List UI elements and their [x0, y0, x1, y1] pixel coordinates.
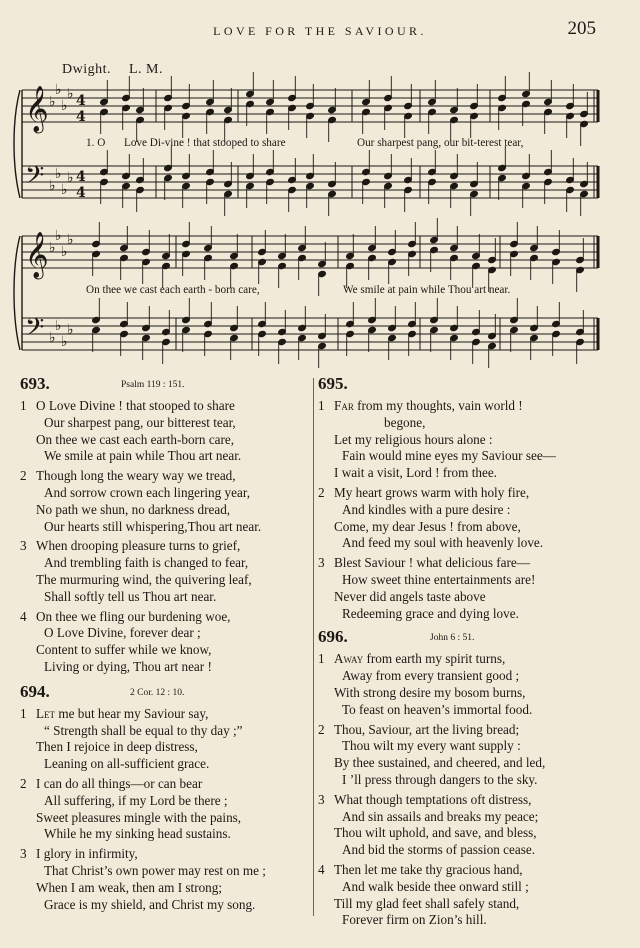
verse-line: [318, 572, 618, 589]
verse-line: [20, 706, 310, 723]
line-text: When I am weak, then am I strong;: [36, 879, 223, 895]
line-text: Forever firm on Zion’s hill.: [342, 912, 487, 928]
verse-line: [20, 723, 310, 740]
verse: [318, 651, 618, 718]
line-text: me but hear my Saviour say,: [55, 705, 209, 721]
lyric-line-2: Our sharpest pang, our bit-terest tear,: [357, 137, 524, 149]
verse-line: [20, 555, 310, 572]
hymn-number: 694.: [20, 681, 50, 701]
line-text: Shall softly tell us Thou art near.: [44, 588, 217, 604]
verse-line: [318, 879, 618, 896]
flat-sign: ♭: [49, 240, 56, 256]
tune-name: Dwight.: [62, 62, 111, 77]
verse-number: 2: [20, 775, 27, 791]
verse-number: 4: [20, 608, 27, 624]
verse-number: 1: [20, 705, 27, 721]
line-text: O Love Divine ! that stooped to share: [36, 398, 235, 413]
verse: [318, 555, 618, 622]
verse-line: [20, 398, 310, 415]
line-text: What though temptations oft distress,: [334, 791, 532, 807]
verse-number: 1: [318, 398, 325, 413]
line-text: Redeeming grace and dying love.: [342, 605, 519, 621]
hymn-number: 695.: [318, 374, 348, 393]
verse-line: [318, 519, 618, 536]
line-text: Grace is my shield, and Christ my song.: [44, 896, 256, 912]
line-text: All suffering, if my Lord be there ;: [44, 792, 228, 808]
flat-sign: ♭: [55, 166, 62, 182]
verse-line: [318, 668, 618, 685]
line-text: And bid the storms of passion cease.: [342, 842, 536, 858]
verse-line: [318, 398, 618, 415]
line-text: Fain would mine eyes my Saviour see—: [342, 448, 556, 464]
verse-line: [318, 792, 618, 809]
line-text: I can do all things—or can bear: [36, 775, 203, 791]
verse-line: [20, 793, 310, 810]
verse-line: [318, 415, 618, 432]
line-text: No path we shun, no darkness dread,: [36, 501, 231, 517]
verse-line: [318, 702, 618, 719]
line-text: My heart grows warm with holy fire,: [334, 484, 530, 500]
flat-sign: ♭: [67, 86, 74, 102]
line-text: I wait a visit, Lord ! from thee.: [334, 465, 497, 481]
line-text: While he my sinking head sustains.: [44, 826, 231, 842]
flat-sign: ♭: [61, 98, 68, 114]
line-text: On thee we fling our burdening woe,: [36, 608, 231, 624]
initial-word: Let: [36, 705, 56, 721]
verse: [20, 398, 310, 465]
flat-sign: ♭: [49, 178, 56, 194]
time-signature-top: 4: [76, 169, 86, 185]
verse-line: [20, 756, 310, 773]
flat-sign: ♭: [55, 82, 62, 98]
line-text: And sorrow crown each lingering year,: [44, 484, 251, 500]
verse-line: [318, 502, 618, 519]
verse-line: [20, 432, 310, 449]
verse: [318, 862, 618, 929]
line-text: Then let me take thy gracious hand,: [334, 861, 523, 877]
verse-line: [318, 448, 618, 465]
flat-sign: ♭: [61, 244, 68, 260]
verse-line: [20, 502, 310, 519]
scripture-reference: Psalm 119 : 151.: [121, 380, 185, 390]
line-text: To feast on heaven’s immortal food.: [342, 701, 533, 717]
line-text: I glory in infirmity,: [36, 846, 138, 862]
line-text: We smile at pain while Thou art near.: [44, 448, 242, 464]
line-text: Content to suffer while we know,: [36, 642, 212, 658]
verse-line: [20, 880, 310, 897]
line-text: By thee sustained, and cheered, and led,: [334, 755, 546, 771]
line-text: On thee we cast each earth-born care,: [36, 431, 235, 447]
verse: [318, 722, 618, 789]
line-text: Away from every transient good ;: [342, 668, 520, 684]
line-text: With strong desire my bosom burns,: [334, 684, 526, 700]
hymn-number: 693.: [20, 374, 50, 393]
flat-sign: ♭: [49, 330, 56, 346]
hymn-696: [318, 627, 618, 929]
verse-number: 3: [20, 538, 27, 554]
verse-line: [20, 572, 310, 589]
verse-line: [318, 465, 618, 482]
verse-line: [318, 685, 618, 702]
line-text: And trembling faith is changed to fear,: [44, 555, 249, 571]
system-brace: [14, 90, 20, 198]
verse-line: [20, 826, 310, 843]
verse-line: [318, 896, 618, 913]
verse-line: [318, 589, 618, 606]
verse-line: [318, 772, 618, 789]
hymn-number: 696.: [318, 627, 348, 647]
line-text: How sweet thine entertainments are!: [342, 571, 536, 587]
verse-line: [318, 485, 618, 502]
time-signature-bottom: 4: [76, 185, 86, 201]
verse-number: 1: [20, 398, 27, 413]
verse-number: 4: [318, 861, 325, 877]
line-text: I ’ll press through dangers to the sky.: [342, 771, 538, 787]
line-text: Our hearts still whispering,Thou art near.: [44, 518, 262, 534]
music-score: [0, 0, 640, 380]
verse-number: 2: [20, 468, 27, 484]
lyric-line-3: On thee we cast each earth - born care,: [86, 284, 260, 296]
left-column: [20, 374, 310, 916]
initial-word: Away: [334, 651, 364, 667]
verse-line: [20, 519, 310, 536]
hymn-heading: [20, 374, 310, 398]
verse-line: [318, 842, 618, 859]
line-text: Come, my dear Jesus ! from above,: [334, 518, 521, 534]
verse: [318, 792, 618, 859]
treble-clef: 𝄞: [25, 86, 49, 132]
verse-line: [318, 755, 618, 772]
flat-sign: ♭: [67, 170, 74, 186]
verse-line: [20, 863, 310, 880]
verse-line: [20, 810, 310, 827]
page-number: 205: [567, 18, 596, 39]
verse-line: [20, 609, 310, 626]
time-signature-bottom: 4: [76, 109, 86, 125]
verse: [20, 776, 310, 843]
verse-number: 2: [318, 721, 325, 737]
verse-line: [318, 606, 618, 623]
verse-line: [318, 809, 618, 826]
verse-line: [20, 448, 310, 465]
line-text: Our sharpest pang, our bitterest tear,: [44, 414, 236, 430]
lyric-line-1: Love Di-vine ! that stooped to share: [124, 137, 286, 149]
verse: [20, 538, 310, 605]
verse: [20, 468, 310, 535]
system-brace: [14, 236, 20, 350]
line-text: And kindles with a pure desire :: [342, 501, 511, 517]
treble-clef: 𝄞: [25, 232, 49, 278]
line-text: Sweet pleasures mingle with the pains,: [36, 809, 242, 825]
verse-line: [318, 555, 618, 572]
flat-sign: ♭: [61, 182, 68, 198]
line-text: from earth my spirit turns,: [363, 651, 506, 667]
verse-line: [318, 912, 618, 929]
line-text: Let my religious hours alone :: [334, 431, 493, 447]
bass-clef: 𝄢: [25, 313, 45, 348]
verse-line: [318, 722, 618, 739]
line-text: “ Strength shall be equal to thy day ;”: [44, 722, 243, 738]
verse-line: [20, 538, 310, 555]
verse-line: [20, 485, 310, 502]
verse-number: 1: [318, 651, 325, 667]
verse-line: [20, 897, 310, 914]
line-text: O Love Divine, forever dear ;: [44, 625, 201, 641]
scripture-reference: 2 Cor. 12 : 10.: [130, 687, 185, 698]
flat-sign: ♭: [67, 232, 74, 248]
lyric-verse-label: 1. O: [86, 137, 106, 149]
verse-line: [318, 432, 618, 449]
line-text: When drooping pleasure turns to grief,: [36, 538, 241, 554]
verse-line: [20, 776, 310, 793]
verse: [20, 846, 310, 913]
hymn-694: [20, 682, 310, 914]
hymn-heading: [20, 682, 310, 706]
flat-sign: ♭: [55, 228, 62, 244]
verse-line: [20, 589, 310, 606]
verse-line: [20, 846, 310, 863]
flat-sign: ♭: [55, 318, 62, 334]
hymn-693: [20, 374, 310, 676]
verse-line: [318, 651, 618, 668]
line-text: Thou wilt my every want supply :: [342, 738, 521, 754]
line-text: And sin assails and breaks my peace;: [342, 808, 539, 824]
column-divider: [313, 378, 314, 916]
line-text: Then I rejoice in deep distress,: [36, 739, 198, 755]
verse-line: [318, 862, 618, 879]
verse: [318, 485, 618, 552]
verse-line: [20, 415, 310, 432]
initial-word: Far: [334, 398, 354, 413]
flat-sign: ♭: [61, 334, 68, 350]
tune-meter: L. M.: [129, 62, 163, 77]
verse-line: [318, 535, 618, 552]
right-column: [318, 374, 618, 932]
bass-clef: 𝄢: [25, 161, 45, 196]
verse-number: 2: [318, 484, 325, 500]
verse-number: 3: [318, 555, 325, 571]
verse-line: [20, 739, 310, 756]
lyric-line-4: We smile at pain while Thou art near.: [343, 284, 511, 296]
line-text: And feed my soul with heavenly love.: [342, 535, 544, 551]
verse-line: [20, 659, 310, 676]
line-text: That Christ’s own power may rest on me ;: [44, 862, 266, 878]
line-text: Thou wilt uphold, and save, and bless,: [334, 825, 537, 841]
verse-line: [318, 738, 618, 755]
running-title: LOVE FOR THE SAVIOUR.: [213, 24, 427, 38]
line-text: The murmuring wind, the quivering leaf,: [36, 571, 252, 587]
verse-line: [20, 642, 310, 659]
line-text: Living or dying, Thou art near !: [44, 658, 212, 674]
verse: [20, 706, 310, 773]
verse-number: 3: [20, 846, 27, 862]
line-text: Till my glad feet shall safely stand,: [334, 895, 520, 911]
line-text: Never did angels taste above: [334, 588, 486, 604]
verse-line: [318, 825, 618, 842]
line-text: Thou, Saviour, art the living bread;: [334, 721, 520, 737]
verse: [20, 609, 310, 676]
time-signature-top: 4: [76, 93, 86, 109]
line-text: Blest Saviour ! what delicious fare—: [334, 555, 530, 571]
flat-sign: ♭: [67, 322, 74, 338]
verse-line: [20, 625, 310, 642]
hymn-695: [318, 374, 618, 622]
line-text: from my thoughts, vain world !: [353, 398, 523, 413]
line-text: And walk beside thee onward still ;: [342, 878, 529, 894]
verse-number: 3: [318, 791, 325, 807]
verse: [318, 398, 618, 482]
verse-line: [20, 468, 310, 485]
hymn-heading: [318, 627, 618, 651]
scripture-reference: John 6 : 51.: [430, 633, 475, 644]
hymn-heading: [318, 374, 618, 398]
line-text: Though long the weary way we tread,: [36, 468, 236, 484]
flat-sign: ♭: [49, 94, 56, 110]
line-text: Leaning on all-sufficient grace.: [44, 756, 210, 772]
line-text: begone,: [384, 414, 426, 430]
